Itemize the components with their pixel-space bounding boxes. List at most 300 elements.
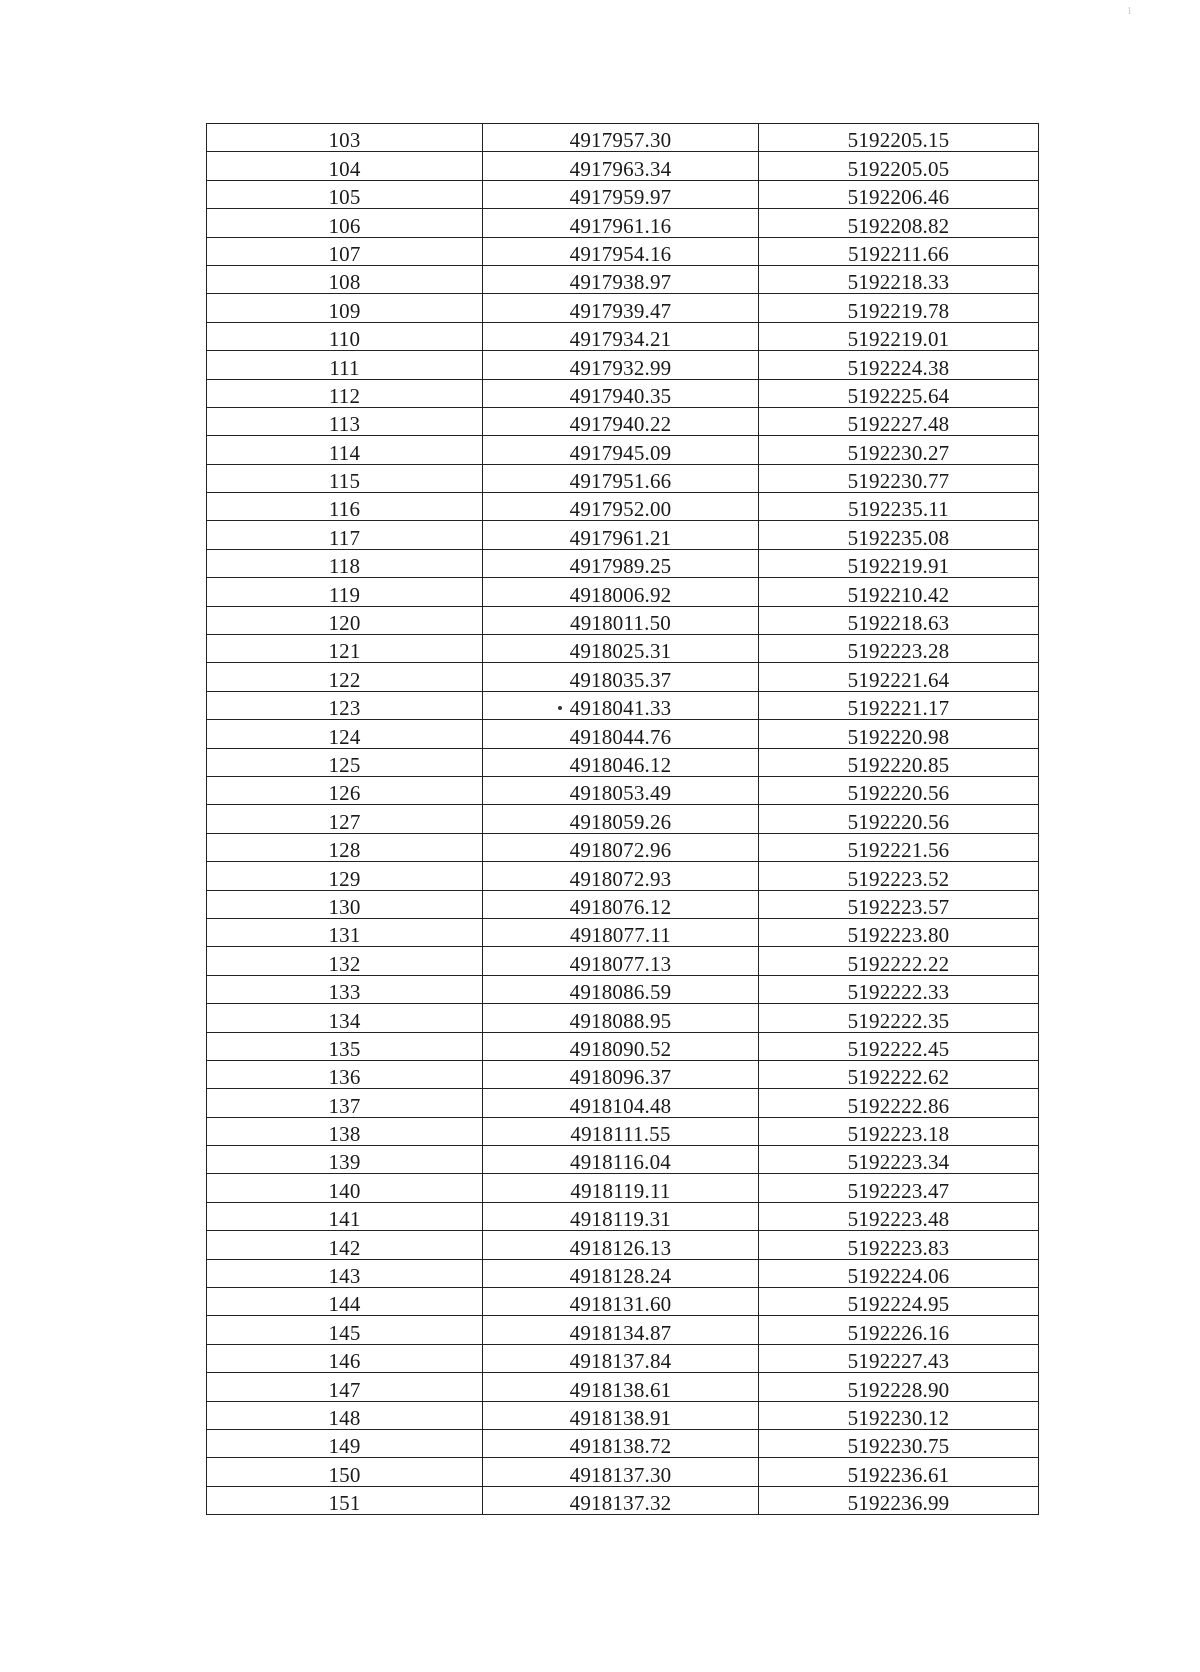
x-coordinate-cell bbox=[483, 1259, 759, 1287]
cell-value: 5192220.56 bbox=[847, 809, 950, 834]
cell-value: 4918138.72 bbox=[569, 1434, 672, 1459]
cell-value: 133 bbox=[328, 980, 361, 1005]
point-number-cell bbox=[207, 1231, 483, 1259]
cell-value: 5192222.33 bbox=[847, 980, 950, 1005]
cell-value: 5192220.56 bbox=[847, 781, 950, 806]
x-coordinate-cell bbox=[483, 947, 759, 975]
cell-value: 4918111.55 bbox=[570, 1122, 671, 1147]
cell-value: 5192219.78 bbox=[847, 298, 950, 323]
x-coordinate-cell bbox=[483, 521, 759, 549]
cell-value: 5192223.52 bbox=[847, 866, 950, 891]
table-row bbox=[207, 237, 1039, 265]
point-number-cell bbox=[207, 521, 483, 549]
x-coordinate-cell bbox=[483, 1146, 759, 1174]
point-number-cell bbox=[207, 1486, 483, 1514]
table-row bbox=[207, 1344, 1039, 1372]
table-row bbox=[207, 464, 1039, 492]
x-coordinate-cell bbox=[483, 1032, 759, 1060]
cell-value: 5192222.22 bbox=[847, 951, 950, 976]
y-coordinate-cell bbox=[759, 493, 1039, 521]
cell-value: 4918072.93 bbox=[569, 866, 672, 891]
cell-value: 4917989.25 bbox=[569, 554, 672, 579]
cell-value: 4918086.59 bbox=[569, 980, 672, 1005]
cell-value: 4918134.87 bbox=[569, 1320, 672, 1345]
cell-value: 5192211.66 bbox=[848, 241, 949, 266]
point-number-cell bbox=[207, 237, 483, 265]
point-number-cell bbox=[207, 1202, 483, 1230]
y-coordinate-cell bbox=[759, 578, 1039, 606]
point-number-cell bbox=[207, 748, 483, 776]
cell-value: 5192236.61 bbox=[847, 1462, 950, 1487]
point-number-cell bbox=[207, 493, 483, 521]
table-row bbox=[207, 1288, 1039, 1316]
y-coordinate-cell bbox=[759, 1316, 1039, 1344]
cell-value: 136 bbox=[328, 1065, 361, 1090]
point-number-cell bbox=[207, 1117, 483, 1145]
point-number-cell bbox=[207, 1288, 483, 1316]
x-coordinate-cell bbox=[483, 407, 759, 435]
y-coordinate-cell bbox=[759, 549, 1039, 577]
cell-value: 5192208.82 bbox=[847, 213, 950, 238]
x-coordinate-cell bbox=[483, 124, 759, 152]
cell-value: 135 bbox=[328, 1036, 361, 1061]
cell-value: 140 bbox=[328, 1178, 361, 1203]
x-coordinate-cell bbox=[483, 1089, 759, 1117]
table-row bbox=[207, 748, 1039, 776]
cell-value: 104 bbox=[328, 156, 361, 181]
point-number-cell bbox=[207, 890, 483, 918]
table-row bbox=[207, 1373, 1039, 1401]
cell-value: 5192226.16 bbox=[847, 1320, 950, 1345]
cell-value: 123 bbox=[328, 696, 361, 721]
cell-value: 5192223.83 bbox=[847, 1235, 950, 1260]
point-number-cell bbox=[207, 1146, 483, 1174]
cell-value: 4918119.11 bbox=[570, 1178, 671, 1203]
cell-value: 5192236.99 bbox=[847, 1491, 950, 1516]
cell-value: 5192223.80 bbox=[847, 923, 950, 948]
y-coordinate-cell bbox=[759, 152, 1039, 180]
point-number-cell bbox=[207, 294, 483, 322]
cell-value: 5192230.75 bbox=[847, 1434, 950, 1459]
point-number-cell bbox=[207, 691, 483, 719]
table-row bbox=[207, 890, 1039, 918]
cell-value: 4917952.00 bbox=[569, 497, 672, 522]
y-coordinate-cell bbox=[759, 379, 1039, 407]
point-number-cell bbox=[207, 635, 483, 663]
point-number-cell bbox=[207, 1174, 483, 1202]
cell-value: 4918116.04 bbox=[570, 1150, 671, 1175]
cell-value: 125 bbox=[328, 752, 361, 777]
cell-value: 138 bbox=[328, 1122, 361, 1147]
cell-value: 5192222.86 bbox=[847, 1093, 950, 1118]
table-row bbox=[207, 663, 1039, 691]
cell-value: 146 bbox=[328, 1349, 361, 1374]
table-row bbox=[207, 379, 1039, 407]
cell-value: 5192230.12 bbox=[847, 1405, 950, 1430]
table-row bbox=[207, 124, 1039, 152]
page-marker: 1 bbox=[1127, 6, 1132, 17]
cell-value: 4918006.92 bbox=[569, 582, 672, 607]
cell-value: 5192235.08 bbox=[847, 525, 950, 550]
cell-value: 4918088.95 bbox=[569, 1008, 672, 1033]
cell-value: 141 bbox=[328, 1207, 361, 1232]
cell-value: 105 bbox=[328, 185, 361, 210]
x-coordinate-cell bbox=[483, 1288, 759, 1316]
point-number-cell bbox=[207, 862, 483, 890]
point-number-cell bbox=[207, 1401, 483, 1429]
cell-value: 5192221.56 bbox=[847, 838, 950, 863]
x-coordinate-cell bbox=[483, 209, 759, 237]
cell-value: 5192221.17 bbox=[847, 696, 950, 721]
cell-value: 116 bbox=[328, 497, 361, 522]
point-number-cell bbox=[207, 975, 483, 1003]
table-row bbox=[207, 294, 1039, 322]
cell-value: 4918096.37 bbox=[569, 1065, 672, 1090]
table-row bbox=[207, 1032, 1039, 1060]
cell-value: 4918137.84 bbox=[569, 1349, 672, 1374]
cell-value: 4918072.96 bbox=[569, 838, 672, 863]
y-coordinate-cell bbox=[759, 436, 1039, 464]
cell-value: 5192225.64 bbox=[847, 383, 950, 408]
table-row bbox=[207, 322, 1039, 350]
point-number-cell bbox=[207, 805, 483, 833]
x-coordinate-cell bbox=[483, 1202, 759, 1230]
cell-value: 5192210.42 bbox=[847, 582, 950, 607]
x-coordinate-cell bbox=[483, 748, 759, 776]
point-number-cell bbox=[207, 209, 483, 237]
table-row bbox=[207, 1060, 1039, 1088]
cell-value: 4918090.52 bbox=[569, 1036, 672, 1061]
point-number-cell bbox=[207, 720, 483, 748]
cell-value: 5192227.43 bbox=[847, 1349, 950, 1374]
cell-value: 4917961.16 bbox=[569, 213, 672, 238]
cell-value: 5192235.11 bbox=[848, 497, 949, 522]
cell-value: 4918119.31 bbox=[570, 1207, 671, 1232]
x-coordinate-cell bbox=[483, 1231, 759, 1259]
y-coordinate-cell bbox=[759, 1202, 1039, 1230]
cell-value: 4918131.60 bbox=[569, 1292, 672, 1317]
cell-value: 4917951.66 bbox=[569, 469, 672, 494]
cell-value: 5192222.45 bbox=[847, 1036, 950, 1061]
x-coordinate-cell bbox=[483, 1401, 759, 1429]
y-coordinate-cell bbox=[759, 1373, 1039, 1401]
table-row bbox=[207, 1089, 1039, 1117]
point-number-cell bbox=[207, 407, 483, 435]
cell-value: 144 bbox=[328, 1292, 361, 1317]
cell-value: 126 bbox=[328, 781, 361, 806]
table-row bbox=[207, 1117, 1039, 1145]
cell-value: 5192227.48 bbox=[847, 412, 950, 437]
cell-value: 5192218.63 bbox=[847, 611, 950, 636]
x-coordinate-cell bbox=[483, 1458, 759, 1486]
y-coordinate-cell bbox=[759, 322, 1039, 350]
y-coordinate-cell bbox=[759, 1429, 1039, 1457]
cell-value: 145 bbox=[328, 1320, 361, 1345]
table-row bbox=[207, 833, 1039, 861]
y-coordinate-cell bbox=[759, 124, 1039, 152]
cell-value: 132 bbox=[328, 951, 361, 976]
point-number-cell bbox=[207, 436, 483, 464]
cell-value: 4917945.09 bbox=[569, 440, 672, 465]
cell-value: 4917938.97 bbox=[569, 270, 672, 295]
cell-value: 5192223.57 bbox=[847, 894, 950, 919]
x-coordinate-cell bbox=[483, 464, 759, 492]
point-number-cell bbox=[207, 1373, 483, 1401]
cell-value: 4918025.31 bbox=[569, 639, 672, 664]
table-row bbox=[207, 1401, 1039, 1429]
y-coordinate-cell bbox=[759, 805, 1039, 833]
x-coordinate-cell bbox=[483, 663, 759, 691]
table-row bbox=[207, 436, 1039, 464]
cell-value: 4918137.32 bbox=[569, 1491, 672, 1516]
y-coordinate-cell bbox=[759, 918, 1039, 946]
point-number-cell bbox=[207, 322, 483, 350]
cell-value: 4918035.37 bbox=[569, 667, 672, 692]
cell-value: 4918046.12 bbox=[569, 752, 672, 777]
cell-value: 4918077.13 bbox=[569, 951, 672, 976]
table-row bbox=[207, 407, 1039, 435]
cell-value: 121 bbox=[328, 639, 361, 664]
x-coordinate-cell bbox=[483, 691, 759, 719]
point-number-cell bbox=[207, 1032, 483, 1060]
x-coordinate-cell bbox=[483, 720, 759, 748]
cell-value: 4918053.49 bbox=[569, 781, 672, 806]
y-coordinate-cell bbox=[759, 1288, 1039, 1316]
coordinates-table bbox=[206, 123, 1039, 1515]
cell-value: 5192230.27 bbox=[847, 440, 950, 465]
cell-value: 143 bbox=[328, 1264, 361, 1289]
point-number-cell bbox=[207, 1060, 483, 1088]
cell-value: 127 bbox=[328, 809, 361, 834]
cell-value: 4917934.21 bbox=[569, 327, 672, 352]
cell-value: 4917940.22 bbox=[569, 412, 672, 437]
x-coordinate-cell bbox=[483, 1486, 759, 1514]
y-coordinate-cell bbox=[759, 748, 1039, 776]
x-coordinate-cell bbox=[483, 1373, 759, 1401]
cell-value: 120 bbox=[328, 611, 361, 636]
cell-value: 149 bbox=[328, 1434, 361, 1459]
cell-value: 117 bbox=[328, 525, 361, 550]
cell-value: 5192205.05 bbox=[847, 156, 950, 181]
point-number-cell bbox=[207, 947, 483, 975]
table-row bbox=[207, 1429, 1039, 1457]
point-number-cell bbox=[207, 1089, 483, 1117]
y-coordinate-cell bbox=[759, 1060, 1039, 1088]
x-coordinate-cell bbox=[483, 975, 759, 1003]
cell-value: 5192222.62 bbox=[847, 1065, 950, 1090]
cell-value: 115 bbox=[328, 469, 361, 494]
y-coordinate-cell bbox=[759, 1231, 1039, 1259]
y-coordinate-cell bbox=[759, 237, 1039, 265]
cell-value: 5192224.06 bbox=[847, 1264, 950, 1289]
point-number-cell bbox=[207, 1316, 483, 1344]
table-row bbox=[207, 1231, 1039, 1259]
cell-value: 4918077.11 bbox=[570, 923, 671, 948]
cell-value: 124 bbox=[328, 724, 361, 749]
y-coordinate-cell bbox=[759, 890, 1039, 918]
cell-value: 4918138.61 bbox=[569, 1377, 672, 1402]
cell-value: 5192222.35 bbox=[847, 1008, 950, 1033]
x-coordinate-cell bbox=[483, 152, 759, 180]
cell-value: 137 bbox=[328, 1093, 361, 1118]
x-coordinate-cell bbox=[483, 265, 759, 293]
cell-value: 130 bbox=[328, 894, 361, 919]
cell-value: 5192220.98 bbox=[847, 724, 950, 749]
cell-value: 5192230.77 bbox=[847, 469, 950, 494]
y-coordinate-cell bbox=[759, 720, 1039, 748]
table-row bbox=[207, 947, 1039, 975]
point-number-cell bbox=[207, 1259, 483, 1287]
x-coordinate-cell bbox=[483, 890, 759, 918]
x-coordinate-cell bbox=[483, 805, 759, 833]
x-coordinate-cell bbox=[483, 1316, 759, 1344]
cell-value: 150 bbox=[328, 1462, 361, 1487]
y-coordinate-cell bbox=[759, 947, 1039, 975]
cell-value: 122 bbox=[328, 667, 361, 692]
cell-value: 4918138.91 bbox=[569, 1405, 672, 1430]
cell-value: 5192223.48 bbox=[847, 1207, 950, 1232]
table-row bbox=[207, 691, 1039, 719]
table-row bbox=[207, 1259, 1039, 1287]
table-row bbox=[207, 1174, 1039, 1202]
y-coordinate-cell bbox=[759, 833, 1039, 861]
table-row bbox=[207, 578, 1039, 606]
cell-value: 118 bbox=[328, 554, 361, 579]
cell-value: 119 bbox=[328, 582, 361, 607]
x-coordinate-cell bbox=[483, 1060, 759, 1088]
table-row bbox=[207, 521, 1039, 549]
table-row bbox=[207, 1486, 1039, 1514]
y-coordinate-cell bbox=[759, 975, 1039, 1003]
table-row bbox=[207, 493, 1039, 521]
x-coordinate-cell bbox=[483, 578, 759, 606]
cell-value: 113 bbox=[328, 412, 361, 437]
cell-value: 4917954.16 bbox=[569, 241, 672, 266]
x-coordinate-cell bbox=[483, 918, 759, 946]
cell-value: 142 bbox=[328, 1235, 361, 1260]
cell-value: 4917959.97 bbox=[569, 185, 672, 210]
cell-value: 107 bbox=[328, 241, 361, 266]
cell-value: 5192224.38 bbox=[847, 355, 950, 380]
table-row bbox=[207, 720, 1039, 748]
y-coordinate-cell bbox=[759, 1174, 1039, 1202]
y-coordinate-cell bbox=[759, 635, 1039, 663]
y-coordinate-cell bbox=[759, 351, 1039, 379]
cell-value: 4917939.47 bbox=[569, 298, 672, 323]
point-number-cell bbox=[207, 1458, 483, 1486]
y-coordinate-cell bbox=[759, 180, 1039, 208]
cell-value: 5192223.34 bbox=[847, 1150, 950, 1175]
cell-value: 5192223.47 bbox=[847, 1178, 950, 1203]
y-coordinate-cell bbox=[759, 606, 1039, 634]
point-number-cell bbox=[207, 351, 483, 379]
y-coordinate-cell bbox=[759, 1259, 1039, 1287]
point-number-cell bbox=[207, 918, 483, 946]
cell-value: 4918044.76 bbox=[569, 724, 672, 749]
table-row bbox=[207, 1458, 1039, 1486]
cell-value: 5192228.90 bbox=[847, 1377, 950, 1402]
point-number-cell bbox=[207, 663, 483, 691]
table-row bbox=[207, 351, 1039, 379]
cell-value: 106 bbox=[328, 213, 361, 238]
x-coordinate-cell bbox=[483, 180, 759, 208]
table-row bbox=[207, 180, 1039, 208]
point-number-cell bbox=[207, 1429, 483, 1457]
y-coordinate-cell bbox=[759, 1089, 1039, 1117]
x-coordinate-cell bbox=[483, 351, 759, 379]
cell-value: 4917940.35 bbox=[569, 383, 672, 408]
table-row bbox=[207, 975, 1039, 1003]
x-coordinate-cell bbox=[483, 1117, 759, 1145]
point-number-cell bbox=[207, 606, 483, 634]
cell-value: 5192223.18 bbox=[847, 1122, 950, 1147]
y-coordinate-cell bbox=[759, 209, 1039, 237]
cell-value: 4918041.33 bbox=[569, 696, 672, 721]
coordinates-table-body bbox=[207, 124, 1039, 1515]
table-row bbox=[207, 549, 1039, 577]
y-coordinate-cell bbox=[759, 862, 1039, 890]
table-row bbox=[207, 1202, 1039, 1230]
x-coordinate-cell bbox=[483, 549, 759, 577]
table-row bbox=[207, 635, 1039, 663]
x-coordinate-cell bbox=[483, 1344, 759, 1372]
cell-value: 4918059.26 bbox=[569, 809, 672, 834]
point-number-cell bbox=[207, 578, 483, 606]
cell-value: 4918126.13 bbox=[569, 1235, 672, 1260]
y-coordinate-cell bbox=[759, 1344, 1039, 1372]
cell-value: 131 bbox=[328, 923, 361, 948]
cell-value: 4918137.30 bbox=[569, 1462, 672, 1487]
cell-value: 134 bbox=[328, 1008, 361, 1033]
cell-value: 5192205.15 bbox=[847, 128, 950, 153]
table-row bbox=[207, 1004, 1039, 1032]
x-coordinate-cell bbox=[483, 606, 759, 634]
point-number-cell bbox=[207, 180, 483, 208]
cell-value: 4917957.30 bbox=[569, 128, 672, 153]
cell-value: 5192219.01 bbox=[847, 327, 950, 352]
x-coordinate-cell bbox=[483, 1429, 759, 1457]
table-row bbox=[207, 209, 1039, 237]
cell-value: 147 bbox=[328, 1377, 361, 1402]
y-coordinate-cell bbox=[759, 1032, 1039, 1060]
cell-value: 4918128.24 bbox=[569, 1264, 672, 1289]
y-coordinate-cell bbox=[759, 1117, 1039, 1145]
table-row bbox=[207, 805, 1039, 833]
x-coordinate-cell bbox=[483, 1174, 759, 1202]
cell-value: 112 bbox=[328, 383, 361, 408]
x-coordinate-cell bbox=[483, 493, 759, 521]
cell-value: 111 bbox=[329, 355, 360, 380]
cell-value: 110 bbox=[328, 327, 361, 352]
table-row bbox=[207, 152, 1039, 180]
x-coordinate-cell bbox=[483, 379, 759, 407]
cell-value: 4917961.21 bbox=[569, 525, 672, 550]
cell-value: 103 bbox=[328, 128, 361, 153]
cell-value: 4918104.48 bbox=[569, 1093, 672, 1118]
point-number-cell bbox=[207, 1004, 483, 1032]
y-coordinate-cell bbox=[759, 464, 1039, 492]
cell-value: 5192219.91 bbox=[847, 554, 950, 579]
table-row bbox=[207, 918, 1039, 946]
scan-dot-mark bbox=[558, 706, 562, 710]
y-coordinate-cell bbox=[759, 265, 1039, 293]
x-coordinate-cell bbox=[483, 237, 759, 265]
x-coordinate-cell bbox=[483, 322, 759, 350]
point-number-cell bbox=[207, 124, 483, 152]
point-number-cell bbox=[207, 833, 483, 861]
point-number-cell bbox=[207, 464, 483, 492]
cell-value: 128 bbox=[328, 838, 361, 863]
